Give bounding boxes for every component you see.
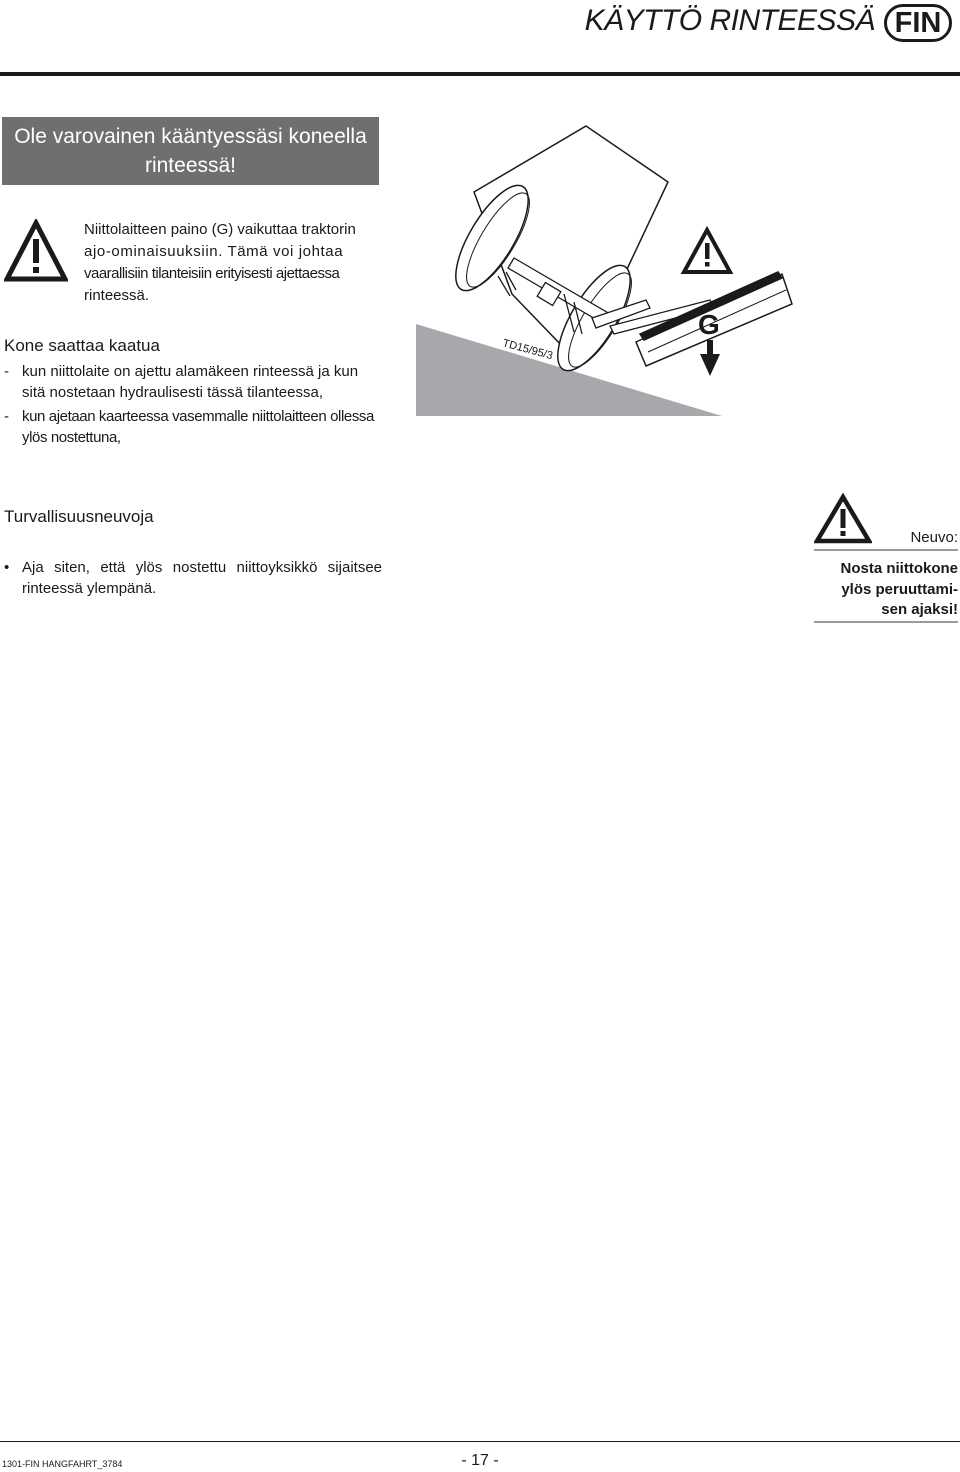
list-item [4,407,382,448]
advice-text [814,559,958,621]
header-divider [0,72,960,76]
page-number: - 17 - [461,1452,499,1469]
list-item-text: kun ajetaan kaarteessa vasemmalle niittolaitteen ollessa ylös nostettuna, [22,408,374,446]
advice-warning-icon [814,493,872,545]
list-item [4,558,382,599]
advice-label: Neuvo: [910,529,958,546]
list-item-dash: - [4,363,9,380]
list-item-bullet: • [4,559,10,576]
advice-line: Nosta niittokone [840,560,958,577]
weight-warning-line: ajo-ominaisuuksiin. Tämä voi johtaa [84,243,344,260]
tractor-slope-illustration [414,122,794,422]
weight-label: G [698,309,720,340]
list-item [4,362,382,403]
list-item-text: Aja siten, että ylös nostettu niittoyksikkö sijaitsee rinteessä ylempänä. [22,559,382,597]
figure-code: TD15/95/3 [501,337,554,363]
advice-bottom-rule [814,621,958,623]
language-badge: FIN [884,4,952,42]
weight-warning-line: vaarallisiin tilanteisiin erityisesti ajettaessa [84,265,340,282]
document-code: 1301-FIN HANGFAHRT_3784 [2,1459,123,1469]
caution-banner-line-1: Ole varovainen kääntyessäsi koneella [14,125,367,148]
caution-banner [2,117,379,185]
advice-line: ylös peruuttami- [841,580,958,598]
advice-line: sen ajaksi! [881,601,958,618]
page-title: KÄYTTÖ RINTEESSÄ [584,4,875,37]
safety-heading: Turvallisuusneuvoja [4,507,154,526]
weight-warning-line: Niittolaitteen paino (G) vaikuttaa traktorin [84,221,356,238]
advice-top-rule [814,549,958,551]
weight-warning-text [84,219,380,307]
safety-list [4,558,382,603]
list-item-dash: - [4,408,9,425]
tipping-list [4,362,382,452]
warning-triangle-icon [4,219,68,283]
figure-warning-icon [684,230,730,272]
weight-arrow-icon [700,340,720,376]
tipping-heading: Kone saattaa kaatua [4,336,160,355]
list-item-text: kun niittolaite on ajettu alamäkeen rinteessä ja kun sitä nostetaan hydraulisesti tässä tilanteessa, [22,363,359,401]
caution-banner-line-2: rinteessä! [144,154,237,177]
weight-warning-line: rinteessä. [84,287,150,304]
footer-divider [0,1441,960,1442]
